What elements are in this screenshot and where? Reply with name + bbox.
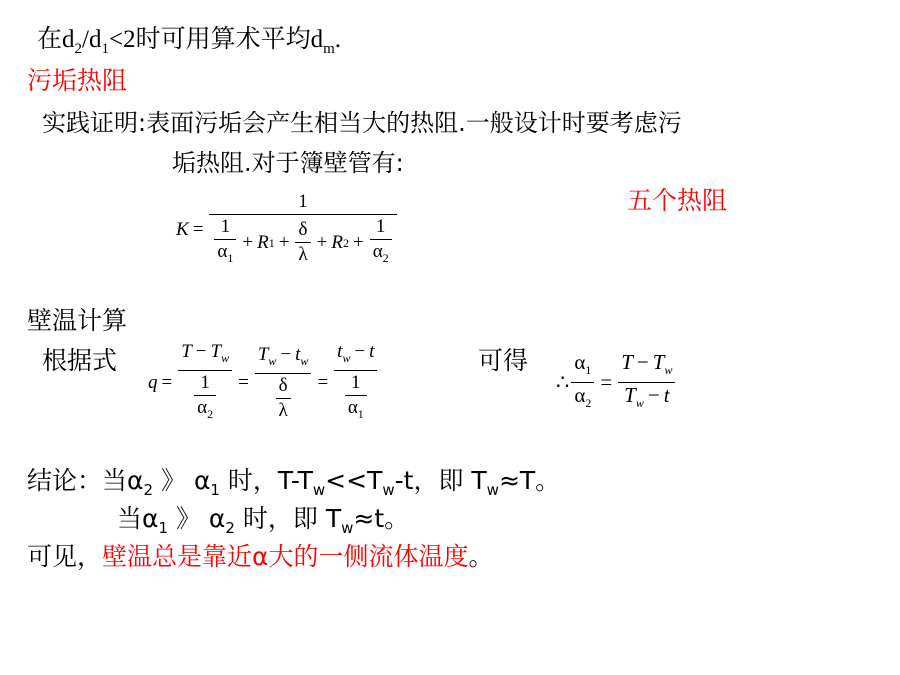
fouling-heading: 污垢热阻 xyxy=(27,66,128,95)
practice-line-1: 实践证明:表面污垢会产生相当大的热阻.一般设计时要考虑污 xyxy=(42,109,682,137)
line-arithmetic-mean: 在$d_2/d_1<2$时可用算术平均$d_m$. xyxy=(37,26,341,57)
k-fraction: 1 $\frac{1}{\alpha_1}$ + R 1 + $\frac{\delta}{\lambda}$ + R 2 + $\frac{1}{\alpha_2}$ xyxy=(209,190,396,270)
based-on-label: 根据式 xyxy=(42,346,118,375)
five-resistances-label: 五个热阻 xyxy=(627,186,728,215)
conclusion-line-1: 结论：当$\alpha_2$ 》 $\alpha_1$ 时，$T-T_w<<T_w-t$，即 $T_w\approx T$。 xyxy=(27,466,561,499)
can-get-label: 可得 xyxy=(478,346,529,375)
conclusion-line-2: 当$\alpha_1$ 》 $\alpha_2$ 时，即 $T_w\approx t$。 xyxy=(117,504,410,537)
wall-temp-heading: 壁温计算 xyxy=(27,306,128,335)
formula-q: q = $\frac{T - T_w}{\frac{1}{\alpha_2}}$ = $\frac{T_w - t_w}{\frac{\delta}{\lambda}}$ = $\frac{t_w - t}{\frac{1}{\alpha_1}}$ xyxy=(148,340,379,426)
practice-line-2: 垢热阻.对于簿壁管有: xyxy=(172,149,404,177)
formula-k: K = 1 $\frac{1}{\alpha_1}$ + R 1 + $\frac{\delta}{\lambda}$ + R 2 + $\frac{1}{\alpha_2}$ xyxy=(176,190,399,270)
final-highlight: 壁温总是靠近α大的一侧流体温度 xyxy=(102,542,469,571)
formula-ratio: ∴ $\frac{\alpha_1}{\alpha_2}$ = $\frac{T - T_w}{T_w - t}$ xyxy=(556,350,677,415)
final-statement: 可见，壁温总是靠近α大的一侧流体温度。 xyxy=(27,542,494,571)
